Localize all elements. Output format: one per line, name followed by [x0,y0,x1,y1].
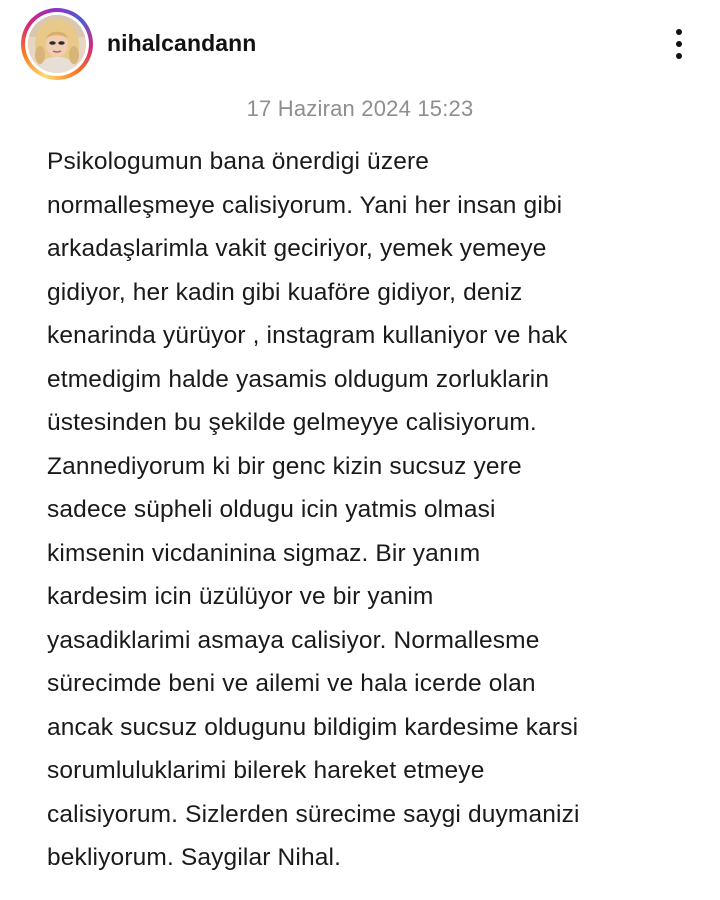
avatar[interactable] [28,15,86,73]
post-text-line: kimsenin vicdaninina sigmaz. Bir yanım [47,539,481,567]
post-text-line: kardesim icin üzülüyor ve bir yanim [47,583,434,610]
post-text-line: Psikologumun bana önerdigi üzere [47,148,430,175]
post-text-line: sadece süpheli oldugu icin yatmis olmasi [47,496,496,523]
more-options-button[interactable] [664,22,694,66]
post-text-line: arkadaşlarimla vakit geciriyor, yemek yemeye [47,235,547,262]
story-ring[interactable] [21,8,93,80]
post-text-line: etmedigim halde yasamis oldugum zorluklarin [47,365,550,393]
post-timestamp: 17 Haziran 2024 15:23 [246,96,474,121]
avatar-border [25,12,89,76]
more-vertical-icon [676,29,682,35]
post-text-line: ancak sucsuz oldugunu bildigim kardesime karsi [47,713,579,741]
username[interactable]: nihalcandann [107,30,257,56]
post-text-line: sürecimde beni ve ailemi ve hala icerde olan [47,670,536,697]
more-vertical-icon-dot [676,53,682,59]
post-body [47,140,707,880]
post-text-line: sorumluluklarimi bilerek hareket etmeye [47,757,485,784]
post-text-line: calisiyorum. Sizlerden sürecime saygi duymanizi [47,800,580,828]
post-text-line: yasadiklarimi asmaya calisiyor. Normallesme [47,626,540,654]
post-text-line: bekliyorum. Saygilar Nihal. [47,844,342,871]
post-text-line: gidiyor, her kadin gibi kuaföre gidiyor, deniz [47,278,523,306]
post-text-line: Zannediyorum ki bir genc kizin sucsuz yere [47,452,522,480]
post-header [0,0,720,90]
post-text-line: kenarinda yürüyor , instagram kullaniyor ve hak [47,322,568,349]
post-text-line: üstesinden bu şekilde gelmeyye calisiyorum. [47,409,537,436]
profile-photo-icon [28,15,86,73]
more-vertical-icon-dot [676,41,682,47]
post-text-line: normalleşmeye calisiyorum. Yani her insan gibi [47,191,563,219]
